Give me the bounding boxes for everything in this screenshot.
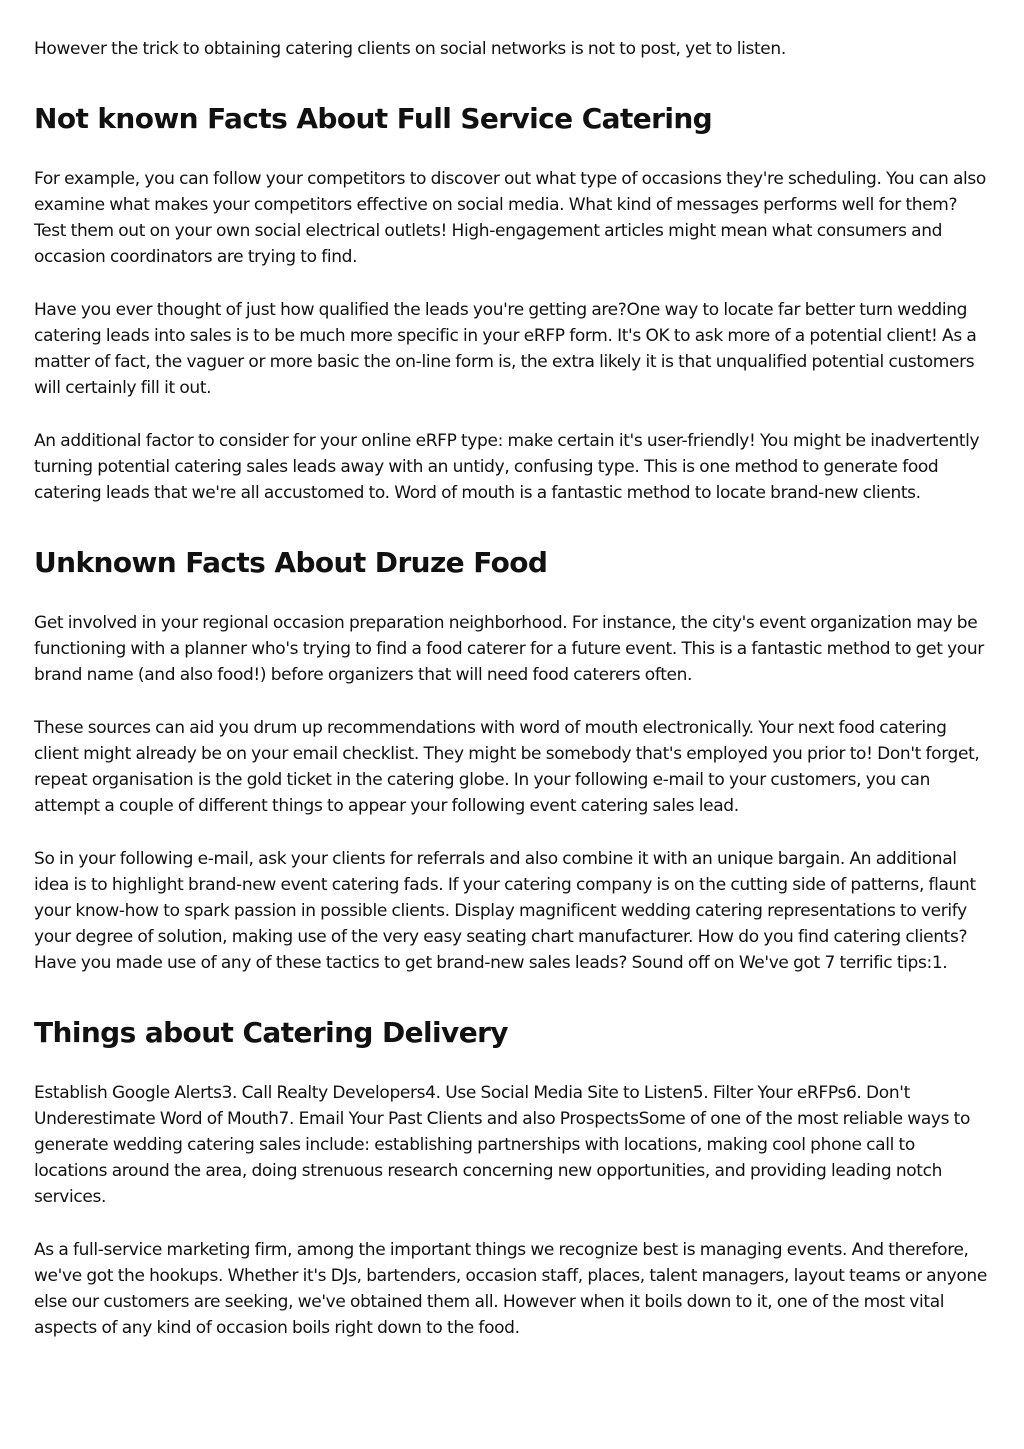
paragraph: Get involved in your regional occasion preparation neighborhood. For instance, the city's event organization may be functioning with a planner who's trying to find a food caterer for a future event. This is a fantastic method to get your brand name (and also food!) before organizers that will need food caterers often. (34, 613, 984, 685)
paragraph: Establish Google Alerts3. Call Realty Developers4. Use Social Media Site to Listen5. Filter Your eRFPs6. Don't Underestimate Word of Mouth7. Email Your Past Clients and also ProspectsSome of one of the most reliable ways to generate wedding catering sales include: establishing partnerships with locations, making cool phone call to locations around the area, doing strenuous research concerning new opportunities, and providing leading notch services. (34, 1083, 971, 1207)
paragraph: Have you ever thought of just how qualified the leads you're getting are?One way to locate far better turn wedding catering leads into sales is to be much more specific in your eRFP form. It's OK to ask more of a potential client! As a matter of fact, the vaguer or more basic the on-line form is, the extra likely it is that unqualified potential customers will certainly fill it out. (34, 300, 977, 398)
paragraph: An additional factor to consider for your online eRFP type: make certain it's user-friendly! You might be inadvertently turning potential catering sales leads away with an untidy, confusing type. This is one method to generate food catering leads that we're all accustomed to. Word of mouth is a fantastic method to locate brand-new clients. (34, 431, 980, 503)
paragraph: As a full-service marketing firm, among the important things we recognize best is managing events. And therefore, we've got the hookups. Whether it's DJs, bartenders, occasion staff, places, talent managers, layout teams or anyone else our customers are seeking, we've obtained them all. However when it boils down to it, one of the most vital aspects of any kind of occasion boils right down to the food. (34, 1240, 987, 1338)
paragraph: For example, you can follow your competitors to discover out what type of occasions they're scheduling. You can also examine what makes your competitors effective on social media. What kind of messages performs well for them? Test them out on your own social electrical outlets! High-engagement articles might mean what consumers and occasion coordinators are trying to find. (34, 169, 986, 267)
paragraph: So in your following e-mail, ask your clients for referrals and also combine it with an unique bargain. An additional idea is to highlight brand-new event catering fads. If your catering company is on the cutting side of patterns, flaunt your know-how to spark passion in possible clients. Display magnificent wedding catering representations to verify your degree of solution, making use of the very easy seating chart manufacturer. How do you find catering clients? Have you made use of any of these tactics to get brand-new sales leads? Sound off on We've got 7 terrific tips:1. (34, 849, 976, 973)
paragraph: These sources can aid you drum up recommendations with word of mouth electronically. Your next food catering client might already be on your email checklist. They might be somebody that's employed you prior to! Don't forget, repeat organisation is the gold ticket in the catering globe. In your following e-mail to your customers, you can attempt a couple of different things to appear your following event catering sales lead. (34, 718, 980, 816)
section-heading-full-service-catering: Not known Facts About Full Service Catering (34, 102, 713, 135)
section-heading-druze-food: Unknown Facts About Druze Food (34, 546, 548, 579)
section-heading-catering-delivery: Things about Catering Delivery (34, 1016, 508, 1049)
intro-paragraph: However the trick to obtaining catering clients on social networks is not to post, yet to listen. (34, 39, 786, 59)
